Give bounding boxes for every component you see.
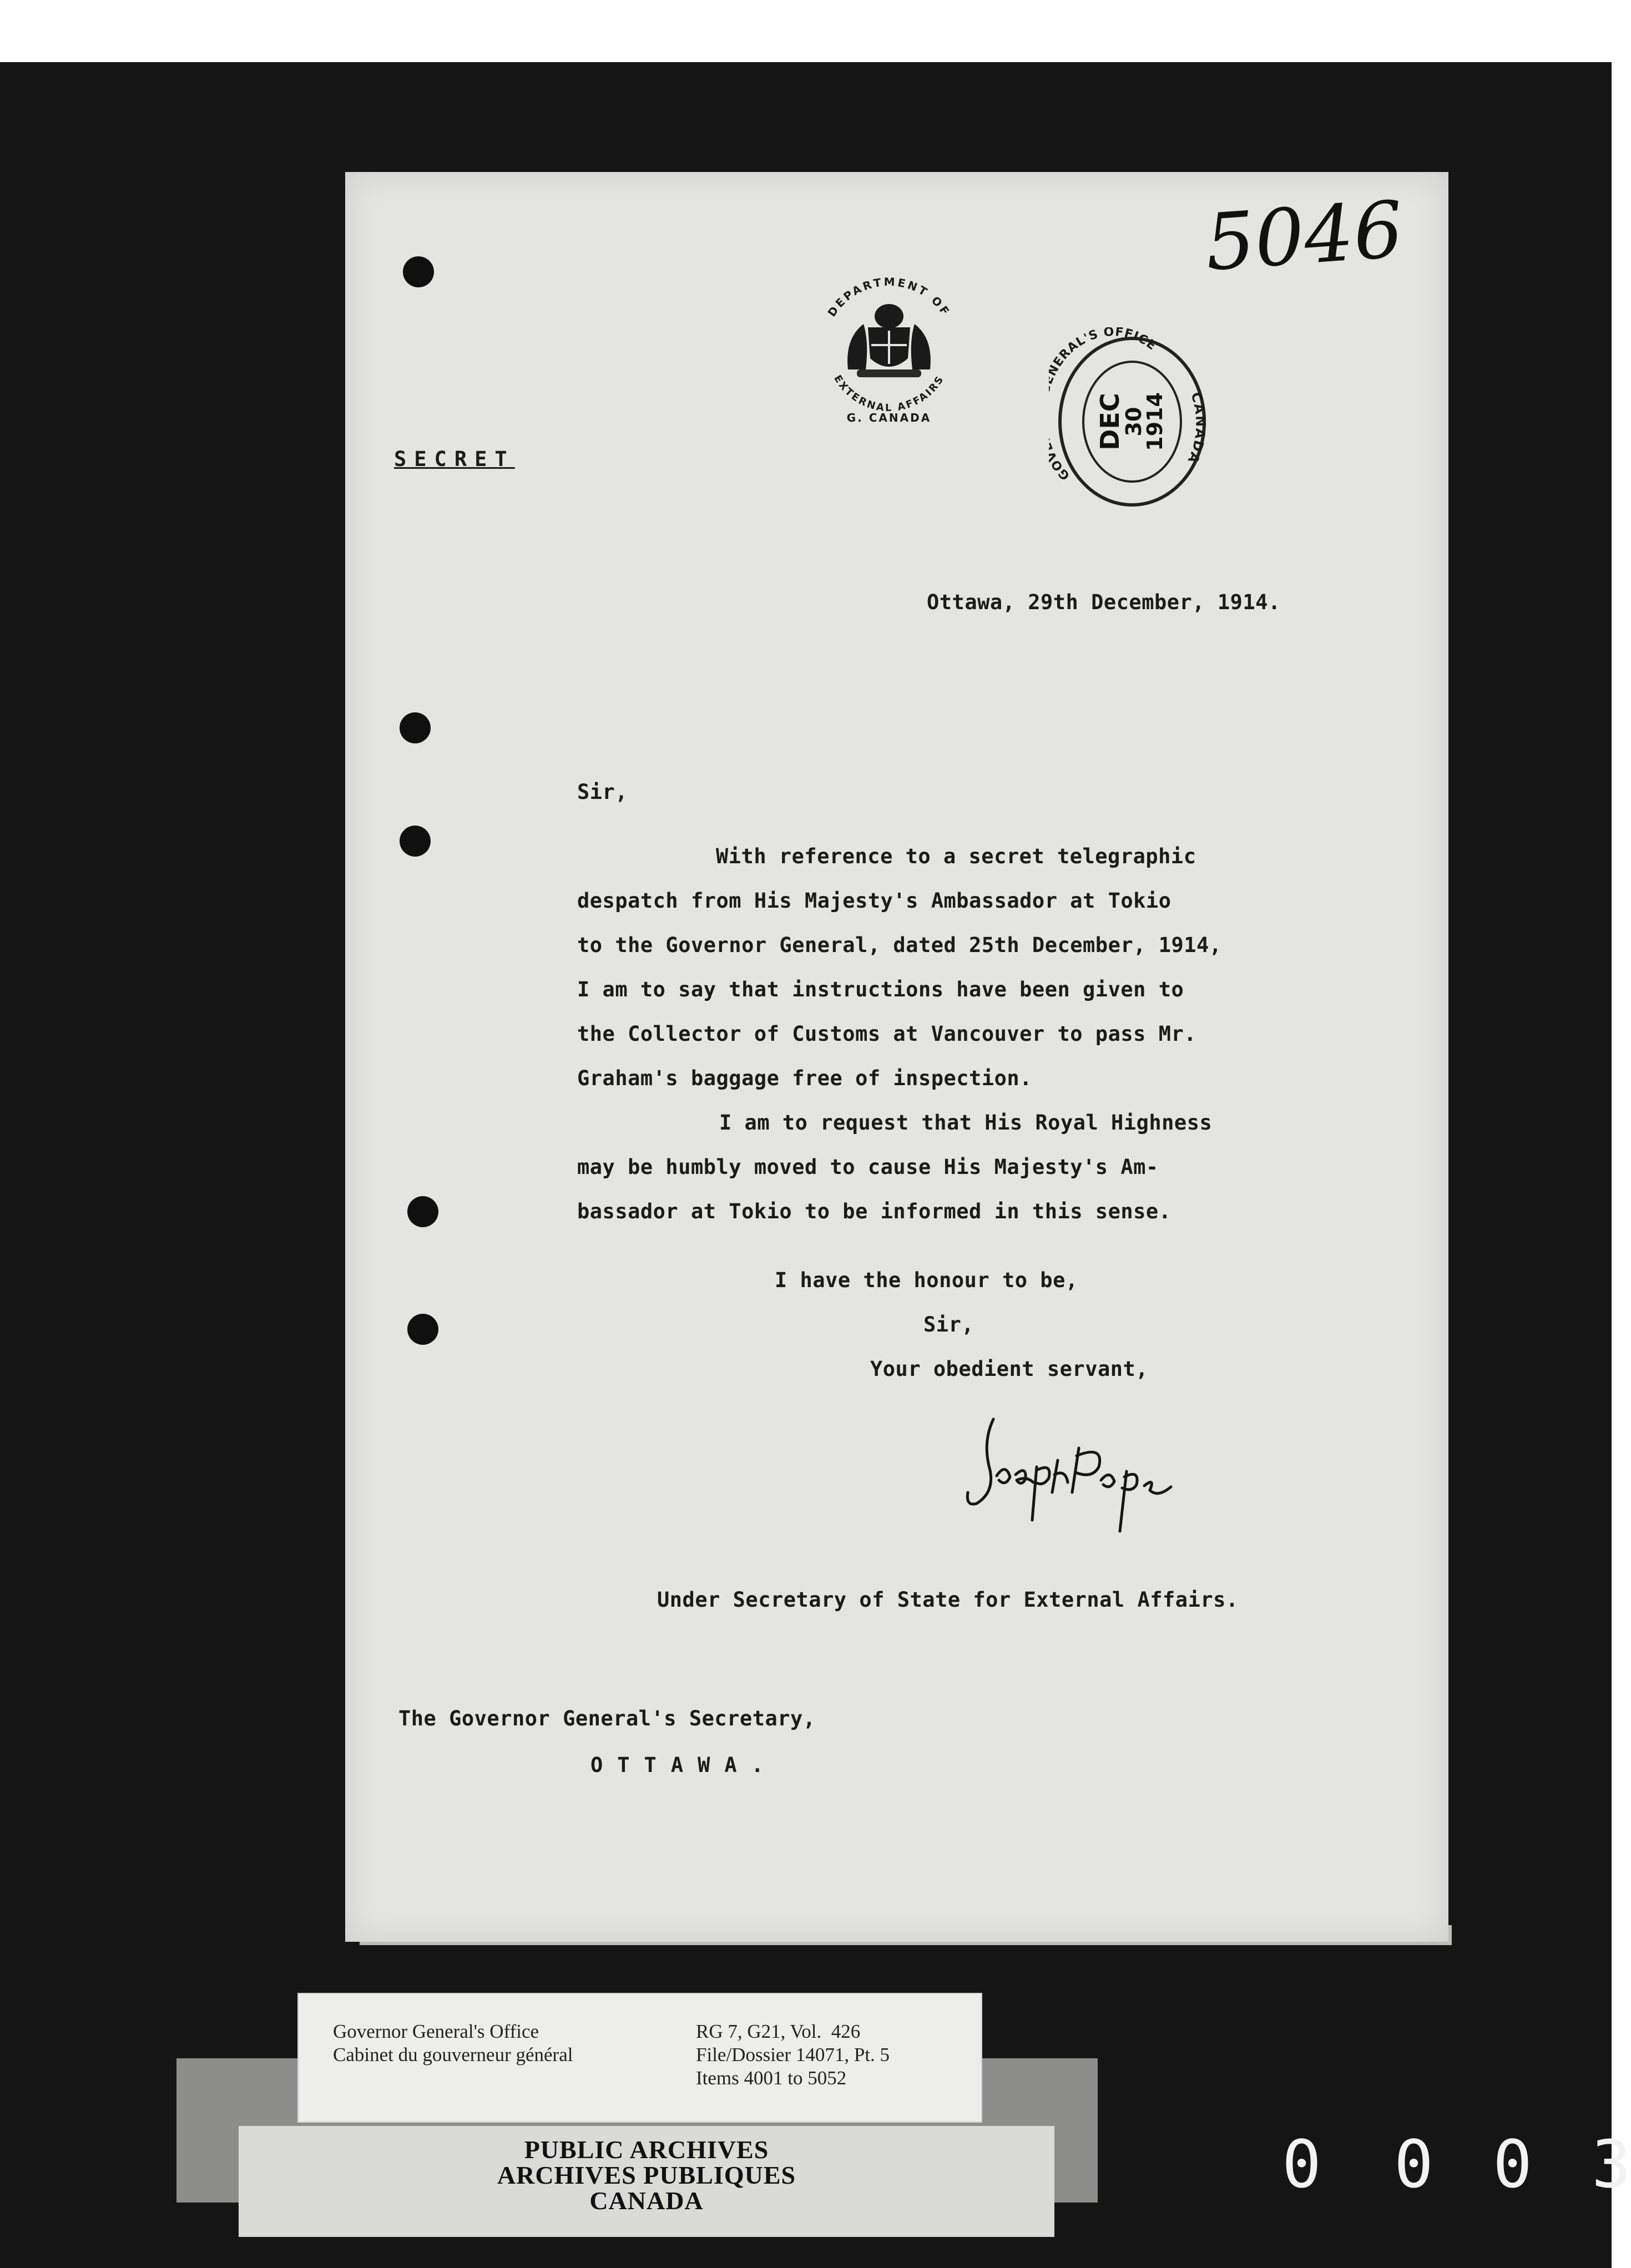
body-line: may be humbly moved to cause His Majesty's Am-	[577, 1155, 1159, 1179]
body-line: I am to request that His Royal Highness	[719, 1111, 1213, 1135]
file-number: File/Dossier 14071, Pt. 5	[696, 2044, 890, 2066]
closing-line: Your obedient servant,	[870, 1357, 1149, 1381]
closing-line: Sir,	[923, 1313, 974, 1336]
body-line: bassador at Tokio to be informed in this sense.	[577, 1199, 1172, 1223]
punch-hole	[407, 1196, 438, 1227]
svg-text:EXTERNAL AFFAIRS	[831, 373, 946, 414]
received-stamp	[1049, 327, 1215, 516]
crest-bottom-arc-text: EXTERNAL AFFAIRS	[831, 373, 947, 414]
punch-hole	[403, 256, 434, 287]
letter-page	[345, 172, 1448, 1942]
coat-of-arms-icon	[847, 304, 931, 377]
body-line: despatch from His Majesty's Ambassador at Tokio	[577, 889, 1172, 913]
archives-line: CANADA	[589, 2186, 704, 2215]
closing-line: I have the honour to be,	[775, 1268, 1078, 1292]
frame-counter-digit: 0	[1282, 2126, 1322, 2203]
classification-heading: SECRET	[394, 447, 515, 471]
archives-line: PUBLIC ARCHIVES	[524, 2135, 769, 2164]
addressee-line: The Governor General's Secretary,	[398, 1707, 816, 1730]
punch-hole	[407, 1314, 438, 1345]
frame-counter-digit: 3	[1592, 2126, 1631, 2203]
stamp-ring-text: GO ERAL'S OFFICE	[1049, 327, 1159, 483]
archives-line: ARCHIVES PUBLIQUES	[497, 2161, 796, 2189]
body-line: Graham's baggage free of inspection.	[577, 1066, 1032, 1090]
stamp-day: 30	[1122, 407, 1146, 437]
office-english: Governor General's Office	[333, 2021, 539, 2042]
punch-hole	[400, 712, 431, 743]
frame-counter-digit: 0	[1394, 2126, 1434, 2203]
folio-number: 5046	[1202, 184, 1406, 289]
stamp-year: 1914	[1143, 392, 1167, 451]
punch-hole	[400, 826, 431, 857]
office-french: Cabinet du gouverneur général	[333, 2044, 573, 2066]
crest-bottom-text: G. CANADA	[846, 411, 932, 424]
salutation: Sir,	[577, 780, 628, 804]
body-line: With reference to a secret telegraphic	[716, 844, 1196, 868]
reference-number: RG 7, G21, Vol. 426	[696, 2021, 861, 2042]
body-line: I am to say that instructions have been given to	[577, 978, 1184, 1001]
department-crest	[795, 255, 983, 433]
stamp-side-text: CANADA	[1184, 390, 1209, 467]
handwritten-signature	[943, 1409, 1199, 1553]
addressee-city: OTTAWA.	[590, 1753, 778, 1777]
crest-top-text: DEPARTMENT OF	[825, 275, 953, 320]
body-line: to the Governor General, dated 25th December, 1914,	[577, 933, 1222, 957]
body-line: the Collector of Customs at Vancouver to pass Mr.	[577, 1022, 1197, 1046]
frame-counter-digit: 0	[1493, 2126, 1533, 2203]
signatory-title: Under Secretary of State for External Affairs.	[657, 1588, 1239, 1612]
archive-label	[297, 1993, 982, 2123]
dateline: Ottawa, 29th December, 1914.	[927, 590, 1281, 614]
stamp-month: DEC	[1095, 393, 1125, 450]
items-range: Items 4001 to 5052	[696, 2067, 847, 2089]
